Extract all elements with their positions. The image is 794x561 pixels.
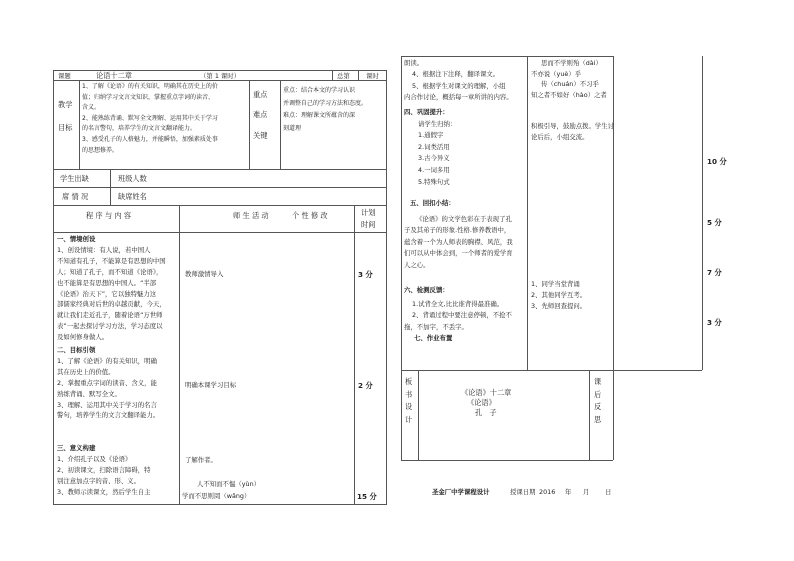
goals-text: 1、了解《论语》的有关知识，明确其在历史上的价 值；归纳学习文言文知识，掌握重点字词的读音、 含义。 2、能熟练背诵、默写全文理解、运用其中关于学习 的名言警句，培养学生的文言文翻译能力。 3、感受孔子的人格魅力，并能瞬悟，加强素质处事 的思想修养。 [82,83,218,154]
goals-label-b: 目标 [58,123,73,132]
reflect-label: 课 后 反 思 [594,377,602,424]
total-unit: 课时 [366,72,379,80]
section-5: 五、回扣小结： 《论语》的文学色彩在于表现了孔 子及其弟子的形象.性格.修养教语中， 蕴含着一个为人师表的胸襟、风范，我 们可以从中体会到，一个师者的爱学育 人之心。 [404,199,513,269]
lesson-title: 论语十二章 [96,71,132,80]
right-activity-mid: 积极引导，鼓励点拨。学生讨 论后后，小组交流。 [531,122,615,141]
col-time-a: 计划 [361,208,376,217]
section-4: 四、巩固提升： 请学生归纳： 1.通假字 2.词类活用 3.古今异义 4.一词多用 5.特殊句式 [404,108,457,186]
footer-date-label: 授课日期 [510,488,536,496]
activity-1: 教师激情导入 [185,270,224,278]
section-1: 一、情境创设 1、创设情境：有人说，若中国人 不知道有孔子，不能算是有思想的中国 人；知道了孔子，而不知道《论语》， 也不能算是有思想的中国人。“半部 《论语》治天下”，它以独特魅力这 部儒家经典对后世的卓越贡献，今天， 就让我们走近孔子，随着论语“万世师 表”一起去探讨学习方法，学习态度以 及如何修身做人。 [57,235,166,342]
col-activity: 师 生 活 动 [233,211,269,220]
activity-3b: 人不知而不愠（yùn） [197,480,261,488]
time-3: 15 分 [357,492,377,501]
section-2: 二、目标引领 1、了解《论语》的有关知识，明确 其在历史上的价值。 2、掌握重点字词的读音、含义，能 熟练背诵、默写全文。 3、理解、运用其中关于学习的名言 警句，培养学生的文言文翻译能力。 [57,346,160,420]
col-modify: 个 性 修 改 [292,211,328,220]
activity-3c: 学而不思则罔（wǎng） [182,492,251,500]
board-content: 《论语》十二章 《论语》 孔 子 [461,388,512,417]
lesson-label: 课题 [58,72,71,80]
activity-3a: 了解作者。 [185,456,217,464]
total-label: 总第 [337,72,350,80]
time-1: 3 分 [358,270,373,279]
footer-year-unit: 年 [565,488,572,496]
right-time-2: 5 分 [707,218,722,227]
col-time-b: 时间 [361,220,376,229]
absent-name-label: 缺席姓名 [118,192,147,201]
section-3: 三、意义构建 1、介绍孔子以及《论语》 2、初读课文，扫除语言障碍，特 别注意加点字的音、形、义。 3、教师示读课文，然后学生自主 [57,444,151,496]
key-label-a: 重点 [253,90,268,99]
right-time-4: 3 分 [707,318,722,327]
col-procedure: 程 序 与 内 容 [86,211,132,220]
key-label-b: 难点 [253,110,268,119]
goals-label-a: 教学 [58,100,73,109]
right-top-text: 朗读。 4、根据注下注释，翻译课文。 5、根据学生对课文的理解，小组 内合作讨论，概括每一章所讲的内容。 [404,59,513,101]
right-time-1: 10 分 [707,157,727,166]
absent-label: 席 情 况 [62,192,89,201]
time-2: 2 分 [358,381,373,390]
footer-month-unit: 月 [583,488,590,496]
right-activity-bottom: 1、同学当堂背诵 2、其他同学互考。 3、先师回查提问。 [531,280,587,310]
board-label: 板 书 设 计 [405,377,413,424]
section-6: 六、检测反馈： 1.试背全文,比比谁背得最准确。 2、背诵过程中要注意停顿，不抢不 拖，不加字，不丢字。 七、作业布置 [404,286,512,343]
key-label-c: 关键 [253,131,268,140]
key-points-text: 重点：结合本文的学习认识 并调整自己的学习方法和态度。 难点：理解课文所蕴含的深 刻道理 [283,87,368,132]
activity-2: 明确本课学习目标 [185,381,237,389]
class-size-label: 班级人数 [118,174,147,183]
footer-day-unit: 日 [605,488,612,496]
right-activity-top: 思而不学则殆（dài） 不亦说（yuè）乎 传（chuán）不习乎 知之者不如好（hào）之者 [531,59,607,99]
right-time-3: 7 分 [707,268,722,277]
footer-school: 圣金厂中学课程设计 [432,488,490,496]
period-label: （第 1 课时） [200,72,241,80]
attend-label: 学生出缺 [60,174,89,183]
footer-year: 2016 [539,488,556,496]
